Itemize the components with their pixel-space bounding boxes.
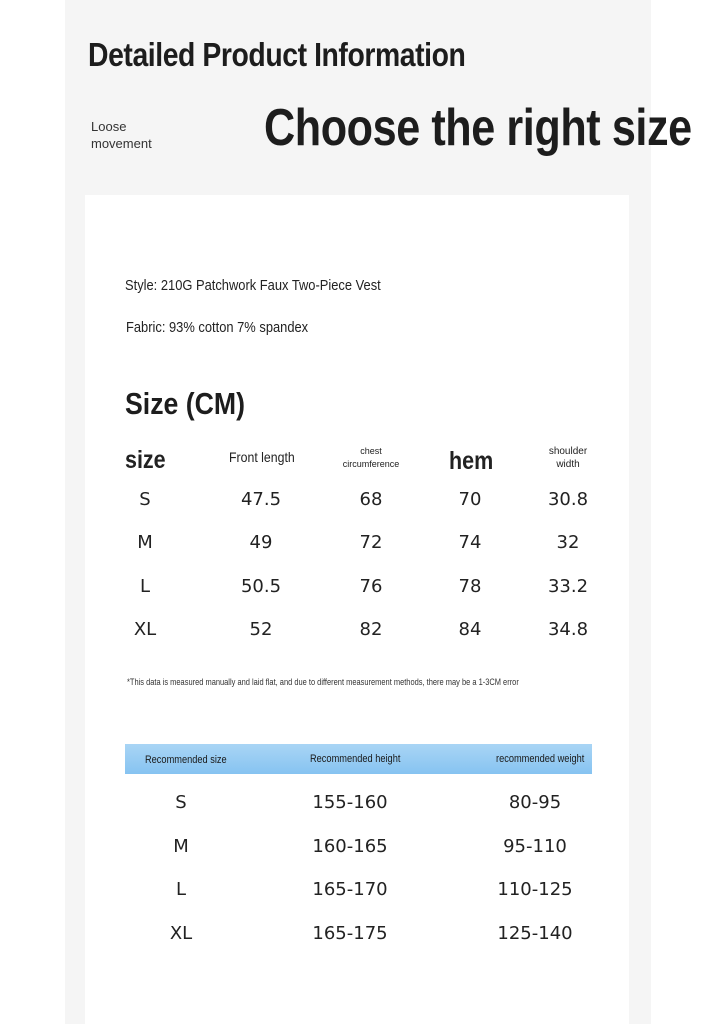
- cell-rec-weight: 95-110: [503, 836, 567, 857]
- cell-shoulder: 34.8: [547, 619, 589, 640]
- cell-chest: 82: [359, 619, 383, 640]
- cell-hem: 84: [458, 619, 482, 640]
- cell-hem: 70: [458, 489, 482, 510]
- header-shoulder-width: [528, 445, 608, 471]
- cell-rec-size: L: [175, 879, 187, 900]
- cell-rec-size: S: [175, 792, 187, 813]
- header-shoulder-line-2: width: [556, 459, 580, 470]
- cell-size: L: [139, 576, 151, 597]
- header-chest-line-2: circumference: [342, 459, 400, 469]
- header-chest-line-1: chest: [360, 446, 382, 456]
- cell-shoulder: 33.2: [547, 576, 589, 597]
- cell-chest: 76: [359, 576, 383, 597]
- cell-rec-height: 160-165: [312, 836, 388, 857]
- cell-chest: 72: [359, 532, 383, 553]
- cell-front-length: 47.5: [240, 489, 282, 510]
- cell-front-length: 50.5: [240, 576, 282, 597]
- size-table-heading: Size (CM): [125, 386, 245, 421]
- cell-chest: 68: [359, 489, 383, 510]
- fabric-text: Fabric: 93% cotton 7% spandex: [126, 319, 309, 336]
- cell-rec-size: XL: [169, 923, 193, 944]
- header-hem: hem: [449, 447, 494, 475]
- cell-rec-weight: 125-140: [497, 923, 573, 944]
- cell-rec-height: 165-170: [312, 879, 388, 900]
- cell-shoulder: 30.8: [547, 489, 589, 510]
- header-recommended-height: Recommended height: [310, 753, 401, 765]
- section-subtitle: Choose the right size: [264, 99, 692, 157]
- cell-rec-height: 155-160: [312, 792, 388, 813]
- cell-rec-weight: 80-95: [508, 792, 562, 813]
- cell-hem: 78: [458, 576, 482, 597]
- cell-hem: 74: [458, 532, 482, 553]
- loose-movement-tag: [91, 118, 152, 152]
- cell-rec-height: 165-175: [312, 923, 388, 944]
- cell-rec-weight: 110-125: [497, 879, 573, 900]
- cell-front-length: 52: [249, 619, 273, 640]
- header-front-length: Front length: [229, 449, 295, 465]
- header-shoulder-line-1: shoulder: [548, 446, 588, 457]
- cell-size: XL: [133, 619, 157, 640]
- style-text: Style: 210G Patchwork Faux Two-Piece Vest: [125, 277, 381, 294]
- header-recommended-weight: recommended weight: [496, 753, 585, 765]
- header-recommended-size: Recommended size: [145, 754, 227, 766]
- cell-shoulder: 32: [556, 532, 580, 553]
- page-title: Detailed Product Information: [88, 36, 466, 73]
- tag-line-2: movement: [91, 136, 152, 151]
- header-size: size: [125, 446, 166, 474]
- cell-size: S: [139, 489, 151, 510]
- header-chest-circumference: [331, 445, 411, 471]
- cell-front-length: 49: [249, 532, 273, 553]
- cell-size: M: [137, 532, 153, 553]
- measurement-note: *This data is measured manually and laid flat, and due to different measurement methods, there may be a 1-3CM error: [127, 677, 519, 687]
- cell-rec-size: M: [173, 836, 189, 857]
- tag-line-1: Loose: [91, 119, 127, 134]
